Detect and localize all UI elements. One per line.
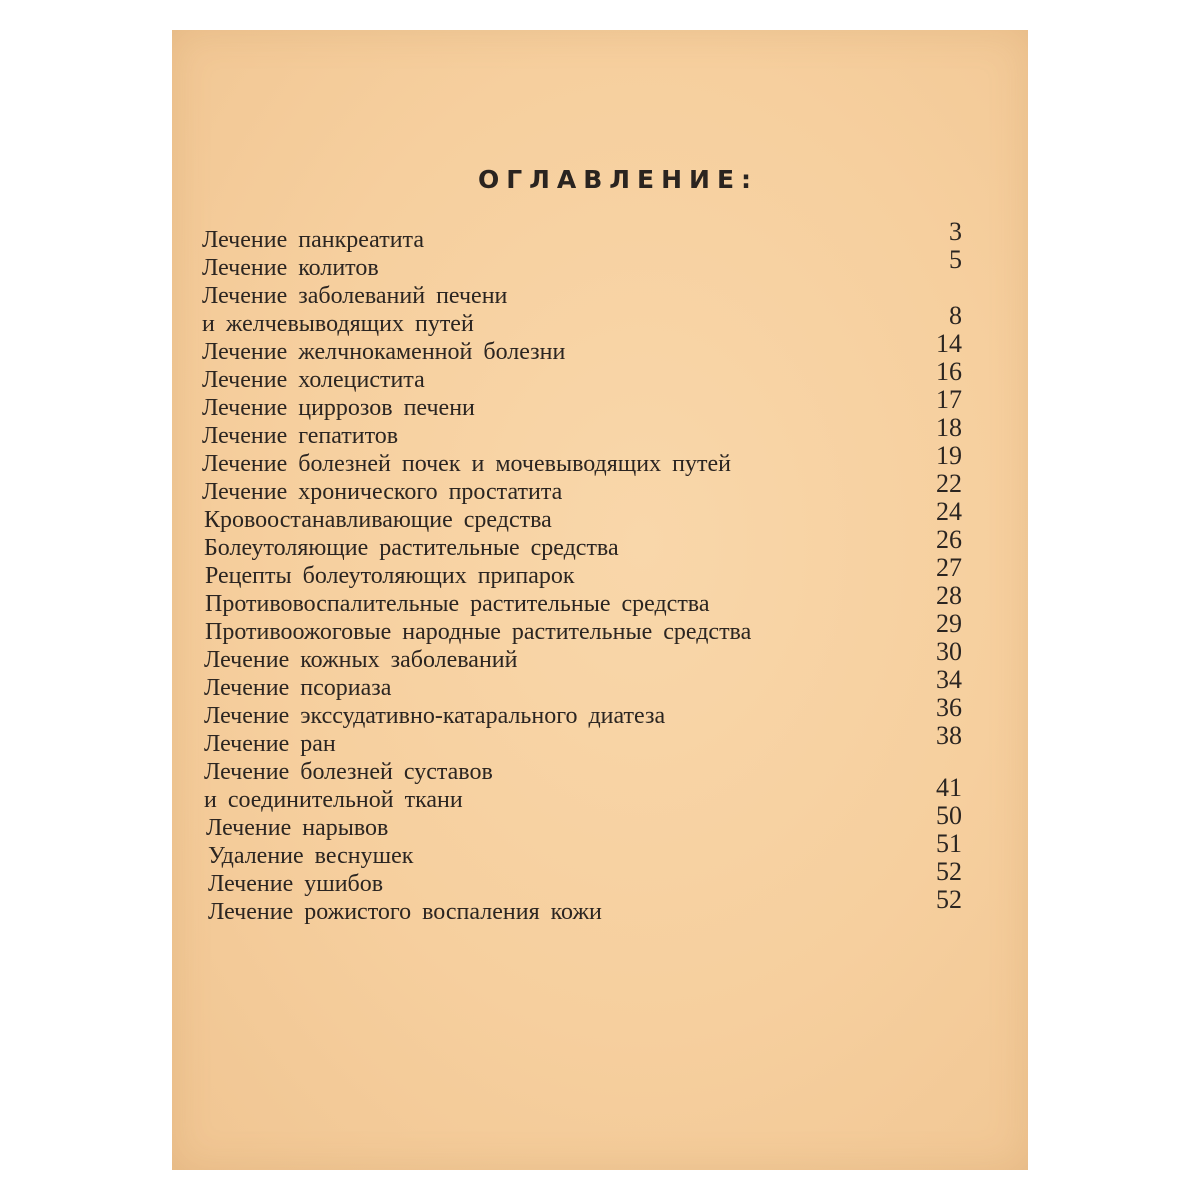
toc-entry-title: Противовоспалительные растительные средства bbox=[205, 591, 710, 617]
toc-entry-title: Кровоостанавливающие средства bbox=[204, 507, 552, 533]
toc-entry-page-number: 28 bbox=[936, 581, 962, 610]
toc-entry-title: Лечение ушибов bbox=[208, 871, 384, 897]
toc-entry-title: Лечение экссудативно-катарального диатеза bbox=[204, 703, 666, 729]
toc-entry-page-number: 30 bbox=[936, 637, 962, 666]
toc-entry-page-number: 50 bbox=[936, 801, 962, 830]
toc-entry-page-number: 17 bbox=[936, 385, 962, 414]
toc-entry-page-number: 18 bbox=[936, 413, 962, 442]
toc-entry-page-number: 52 bbox=[936, 857, 962, 886]
toc-entry-title: Лечение циррозов печени bbox=[202, 395, 475, 421]
toc-entry-page-number: 38 bbox=[936, 721, 962, 750]
toc-entry-page-number: 16 bbox=[936, 357, 962, 386]
toc-entry-title: Лечение панкреатита bbox=[202, 227, 424, 253]
toc-entry-page-number: 36 bbox=[936, 693, 962, 722]
toc-entry-title: Лечение колитов bbox=[202, 255, 379, 281]
toc-entry-title: Лечение холецистита bbox=[202, 367, 425, 393]
toc-entry-page-number: 5 bbox=[949, 245, 962, 274]
toc-entry-page-number: 34 bbox=[936, 665, 962, 694]
toc-entry-title: Лечение болезней почек и мочевыводящих путей bbox=[202, 451, 731, 477]
toc-entry-page-number: 51 bbox=[936, 829, 962, 858]
toc-entry-title: Противоожоговые народные растительные средства bbox=[205, 619, 752, 645]
toc-entry-title: и желчевыводящих путей bbox=[202, 311, 474, 337]
toc-entry-title: Лечение кожных заболеваний bbox=[204, 647, 518, 673]
toc-entry-page-number: 26 bbox=[936, 525, 962, 554]
toc-entry-title: Лечение болезней суставов bbox=[204, 759, 493, 785]
toc-entry-title: Лечение нарывов bbox=[206, 815, 389, 841]
toc-entry-title: Лечение псориаза bbox=[204, 675, 392, 701]
toc-entry-page-number: 3 bbox=[949, 217, 962, 246]
toc-entry-page-number: 27 bbox=[936, 553, 962, 582]
toc-entry-page-number: 8 bbox=[949, 301, 962, 330]
toc-entry-page-number: 41 bbox=[936, 773, 962, 802]
toc-entry-page-number: 22 bbox=[936, 469, 962, 498]
toc-entry-page-number: 52 bbox=[936, 885, 962, 914]
toc-entry-title: Лечение хронического простатита bbox=[202, 479, 563, 505]
toc-entry-title: Лечение заболеваний печени bbox=[202, 283, 508, 309]
toc-entry-title: и соединительной ткани bbox=[204, 787, 463, 813]
toc-entry-page-number: 19 bbox=[936, 441, 962, 470]
toc-entry-title: Удаление веснушек bbox=[208, 843, 414, 869]
toc-entry-title: Лечение рожистого воспаления кожи bbox=[208, 899, 602, 925]
page-title: ОГЛАВЛЕНИЕ: bbox=[477, 165, 759, 194]
toc-entry-page-number: 14 bbox=[936, 329, 962, 358]
toc-entry-title: Болеутоляющие растительные средства bbox=[204, 535, 619, 561]
toc-entry-page-number: 24 bbox=[936, 497, 962, 526]
toc-entry-title: Лечение желчнокаменной болезни bbox=[202, 339, 566, 365]
book-page bbox=[172, 30, 1028, 1170]
toc-entry-title: Лечение ран bbox=[204, 731, 336, 757]
toc-entry-title: Лечение гепатитов bbox=[202, 423, 399, 449]
toc-entry-page-number: 29 bbox=[936, 609, 962, 638]
toc-entry-title: Рецепты болеутоляющих припарок bbox=[205, 563, 575, 589]
